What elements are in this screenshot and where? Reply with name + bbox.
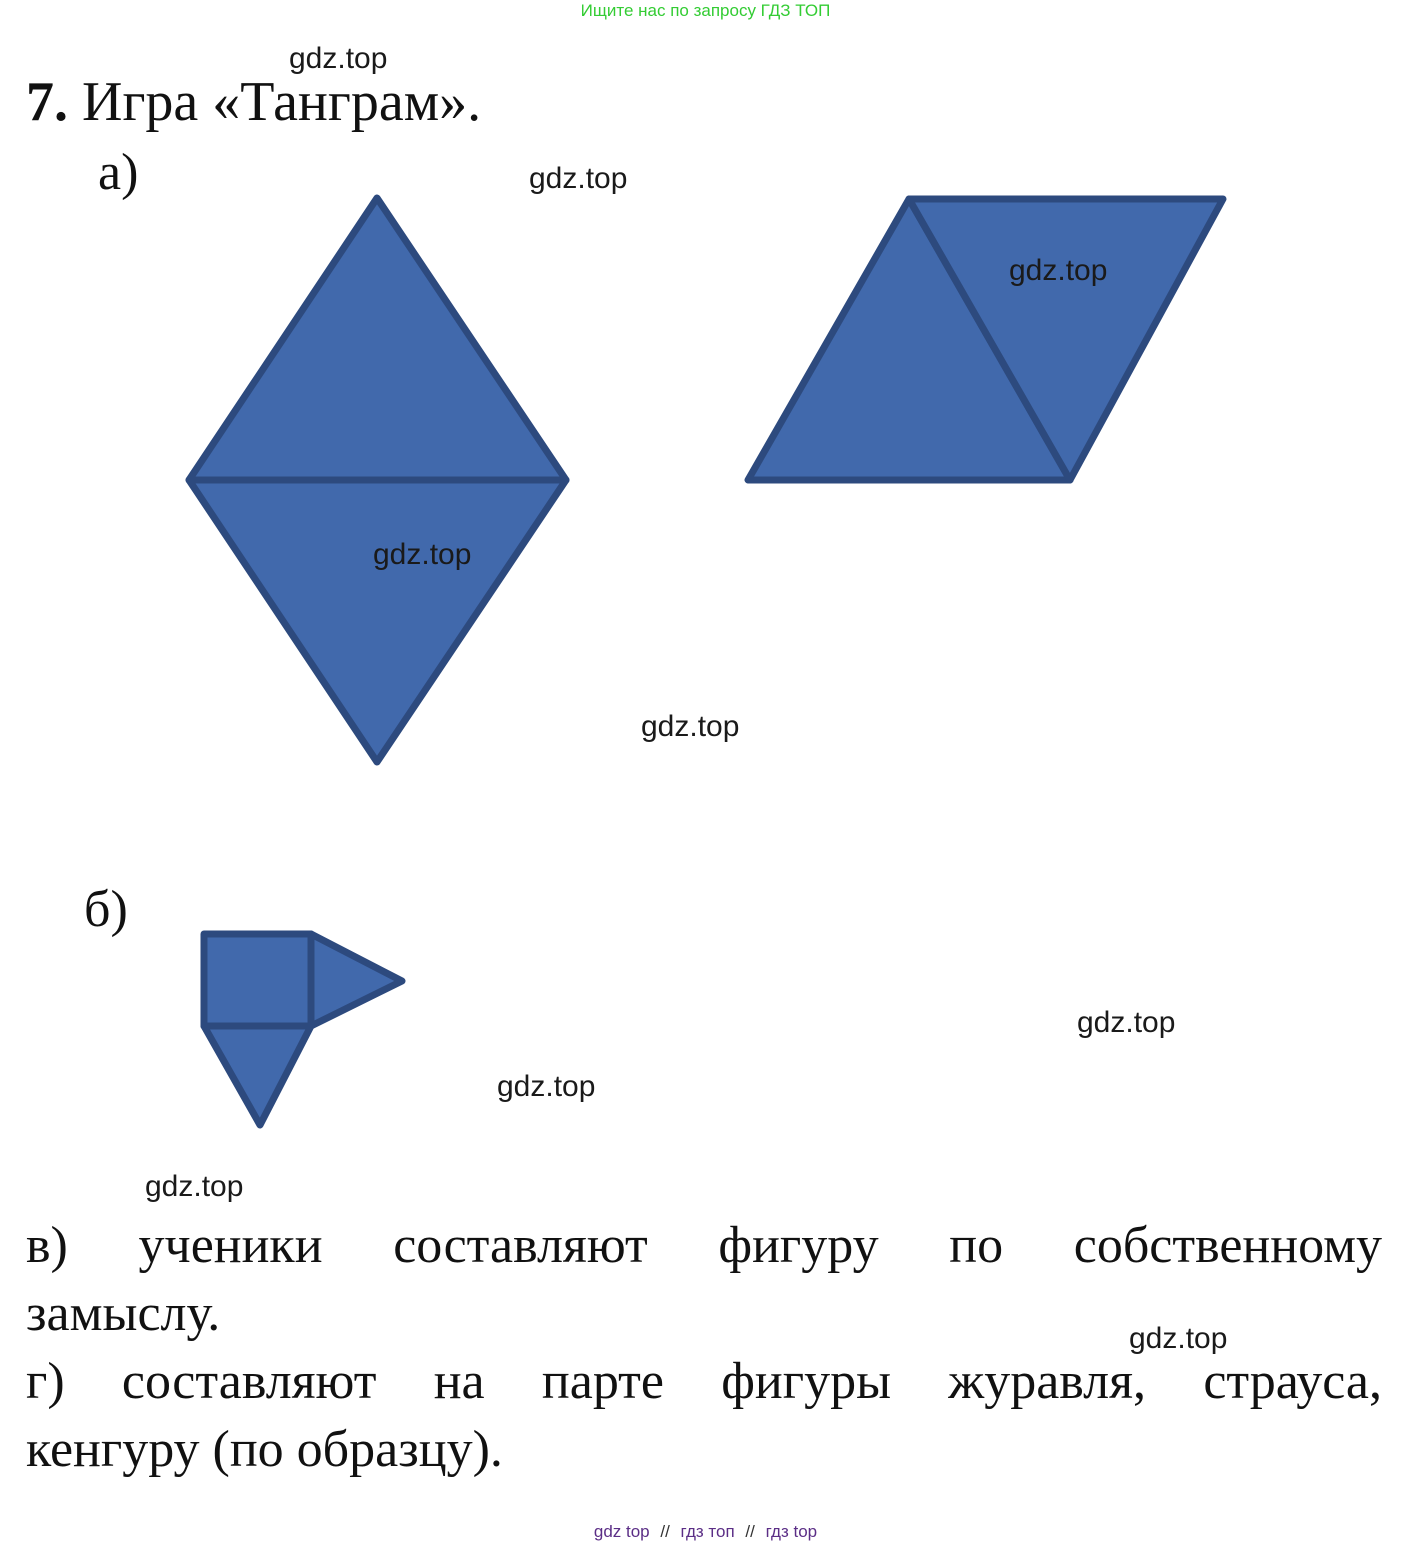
answer-v-line2: замыслу. — [26, 1285, 221, 1342]
watermark: gdz.top — [1129, 1322, 1228, 1355]
task-number: 7. — [26, 71, 68, 133]
footer-links — [0, 1522, 1411, 1542]
task-title-text: Игра «Танграм». — [82, 71, 482, 133]
footer-separator: // — [660, 1522, 670, 1541]
watermark: gdz.top — [289, 42, 388, 75]
watermark: gdz.top — [1009, 254, 1108, 287]
bird-square — [204, 934, 311, 1026]
footer-separator: // — [745, 1522, 755, 1541]
watermark: gdz.top — [145, 1170, 244, 1203]
footer-link-gdz-top-ru[interactable]: гдз топ — [680, 1522, 735, 1541]
answer-v-line1: в) ученики составляют фигуру по собственному — [26, 1217, 1382, 1274]
footer-link-gdz-top[interactable]: gdz top — [593, 1522, 650, 1541]
watermark: gdz.top — [641, 710, 740, 743]
watermark: gdz.top — [1077, 1006, 1176, 1039]
rhombus-upper-triangle — [189, 198, 566, 480]
answer-g-line1: г) составляют на парте фигуры журавля, страуса, — [26, 1353, 1382, 1410]
bird-beak-triangle — [311, 934, 402, 1026]
rhombus-lower-triangle — [189, 480, 566, 762]
bird-figure — [204, 934, 402, 1125]
rhombus-figure — [189, 198, 566, 762]
watermark: gdz.top — [373, 538, 472, 571]
answer-g-line2: кенгуру (по образцу). — [26, 1421, 503, 1478]
top-banner[interactable]: Ищите нас по запросу ГДЗ ТОП — [580, 1, 831, 20]
watermark: gdz.top — [497, 1070, 596, 1103]
parallelogram-figure — [748, 199, 1223, 480]
watermark: gdz.top — [529, 162, 628, 195]
bird-tail-triangle — [204, 1026, 311, 1125]
footer-link-gdz-top-mixed[interactable]: гдз top — [765, 1522, 818, 1541]
label-a: а) — [98, 144, 139, 201]
label-b: б) — [84, 881, 128, 938]
